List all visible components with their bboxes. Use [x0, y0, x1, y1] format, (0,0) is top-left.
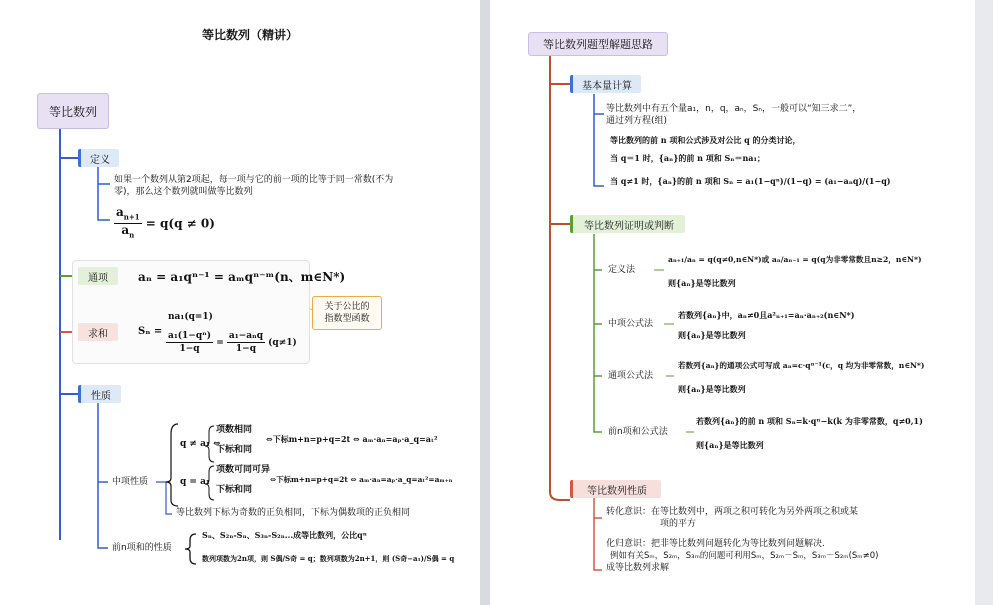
props-line-3: 化归意识：把非等比数列问题转化为等比数列问题解决. — [606, 539, 825, 549]
row1-cond: q ≠ a₁ ⇔ — [180, 439, 221, 449]
parity-text: 等比数列下标为奇数的正负相同，下标为偶数项的正负相同 — [176, 508, 411, 518]
basic-line-5: 当 q≠1 时，{aₙ}的前 n 项和 Sₙ = a₁(1−qⁿ)/(1−q) = (a₁−aₙq)/(1−q) — [610, 176, 891, 186]
proof-mid-label: 中项公式法 — [608, 319, 654, 329]
proof-def-conclusion: 则{aₙ}是等比数列 — [668, 278, 736, 288]
left-page — [0, 0, 480, 605]
general-term-formula: aₙ = a₁qⁿ⁻¹ = aₘqⁿ⁻ᵐ(n、m∈N*) — [138, 270, 346, 284]
sum-case-1: na₁(q=1) — [168, 312, 213, 322]
right-page — [490, 0, 975, 605]
proof-sum-text: 若数列{aₙ}的前 n 项和 Sₙ=k·qⁿ−k(k 为非零常数，q≠0,1) — [696, 416, 923, 426]
row1-b: 下标和同 — [216, 445, 253, 455]
proof-def-label: 定义法 — [608, 265, 636, 275]
props-line-5: 成等比数列求解 — [606, 563, 670, 573]
basic-line-2: 通过列方程(组) — [606, 116, 668, 126]
basic-line-3: 等比数列的前 n 项和公式涉及对公比 q 的分类讨论， — [610, 135, 801, 145]
row2-c: ⇔下标m+n=p+q=2t ⇔ aₘ·aₙ=aₚ·a_q=aₜ²=aₘ₊ₙ — [270, 475, 453, 484]
properties-node: 性质 — [78, 385, 121, 403]
root-node: 等比数列 — [37, 93, 109, 129]
definition-formula: $\frac{a_{n+1}}{a_n}$ = q(q ≠ 0) — [116, 205, 215, 240]
props-line-4: 例如有关Sₘ，S₂ₘ，S₃ₘ的问题可利用Sₘ，S₂ₘ－Sₘ，S₃ₘ－S₂ₘ(Sₘ≠0) — [610, 551, 879, 561]
sum-node: 求和 — [78, 323, 118, 341]
definition-text-2: 零)，那么这个数列就叫做等比数列 — [114, 187, 253, 197]
proof-gen-conclusion: 则{aₙ}是等比数列 — [678, 384, 746, 394]
definition-node: 定义 — [78, 149, 119, 167]
props-node: 等比数列性质 — [570, 480, 661, 498]
row1-c: ⇔下标m+n=p+q=2t ⇔ aₘ·aₙ=aₚ·a_q=aₜ² — [266, 434, 438, 444]
middle-property-label: 中项性质 — [112, 477, 149, 487]
basic-line-4: 当 q＝1 时，{aₙ}的前 n 项和 Sₙ＝na₁； — [610, 153, 765, 163]
right-root-node: 等比数列题型解题思路 — [528, 32, 668, 56]
partial-sum-label: 前n项和的性质 — [112, 543, 172, 553]
basic-node: 基本量计算 — [570, 75, 641, 93]
callout-note: 关于公比的 指数型函数 — [312, 296, 382, 330]
proof-sum-conclusion: 则{aₙ}是等比数列 — [696, 440, 764, 450]
doc-title: 等比数列（精讲） — [202, 28, 299, 42]
sum-lhs: Sₙ = — [138, 326, 163, 337]
proof-sum-label: 前n项和公式法 — [608, 427, 668, 437]
proof-gen-text: 若数列{aₙ}的通项公式可写成 aₙ=c·qⁿ⁻¹(c，q 均为非零常数，n∈N*) — [678, 361, 925, 370]
props-line-1: 转化意识：在等比数列中，两项之积可转化为另外两项之积或某 — [606, 507, 859, 517]
proof-gen-label: 通项公式法 — [608, 371, 654, 381]
proof-def-text: aₙ₊₁/aₙ = q(q≠0,n∈N*)或 aₙ/aₙ₋₁ = q(q为非零常数且n≥2，n∈N*) — [668, 255, 922, 264]
partial-sum-1: Sₙ、S₂ₙ-Sₙ、S₃ₙ-S₂ₙ...成等比数列，公比qⁿ — [202, 530, 367, 540]
partial-sum-2: 数列项数为2n项，则 S偶/S奇 = q；数列项数为2n+1，则 (S奇−a₁)/S偶 = q — [202, 554, 455, 563]
page-gutter — [480, 0, 490, 605]
props-line-2: 项的平方 — [660, 519, 697, 529]
proof-mid-conclusion: 则{aₙ}是等比数列 — [678, 330, 746, 340]
row2-cond: q = a₁ — [180, 477, 210, 487]
row2-a: 项数可同可异 — [216, 465, 271, 475]
right-margin — [975, 0, 993, 605]
row2-b: 下标和同 — [216, 485, 253, 495]
definition-text-1: 如果一个数列从第2项起，每一项与它的前一项的比等于同一常数(不为 — [114, 175, 394, 185]
proof-node: 等比数列证明或判断 — [570, 215, 685, 233]
row1-a: 项数相同 — [216, 425, 253, 435]
sum-case-2: $\frac{\text{a₁(1−qⁿ)}}{1-q}$ = $\frac{\text{a₁−aₙq}}{1-q}$ (q≠1) — [168, 331, 297, 354]
proof-mid-text: 若数列{aₙ}中，aₙ≠0且a²ₙ₊₁=aₙ·aₙ₊₂(n∈N*) — [678, 310, 855, 320]
general-term-node: 通项 — [78, 267, 118, 285]
basic-line-1: 等比数列中有五个量a₁，n，q，aₙ，Sₙ，一般可以“知三求二”， — [606, 104, 862, 114]
